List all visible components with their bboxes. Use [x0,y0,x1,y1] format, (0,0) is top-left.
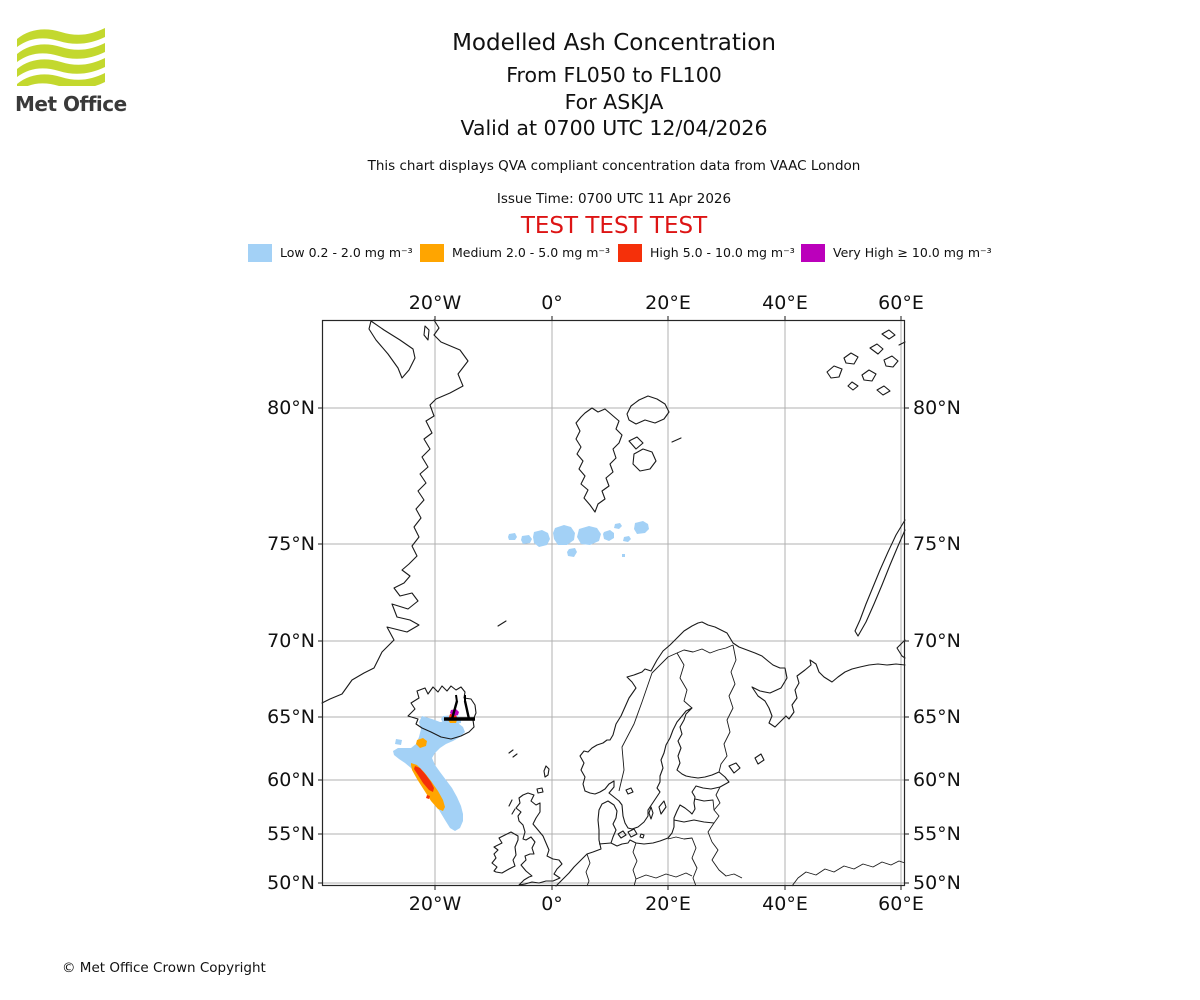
legend-label-low: Low 0.2 - 2.0 mg m⁻³ [280,245,413,260]
legend-item-low [248,243,413,262]
legend-swatch-medium [420,244,444,262]
lat-label-right: 70°N [913,630,961,652]
legend-label-very-high: Very High ≥ 10.0 mg m⁻³ [833,245,992,260]
lat-label-right: 50°N [913,872,961,894]
lat-label-left: 80°N [267,397,315,419]
lat-label-right: 65°N [913,706,961,728]
legend-swatch-high [618,244,642,262]
title-flight-levels: From FL050 to FL100 [506,63,722,87]
test-banner: TEST TEST TEST [520,213,708,239]
title-volcano: For ASKJA [564,90,664,114]
legend-item-very-high [801,243,992,262]
lat-label-right: 60°N [913,769,961,791]
lat-label-right: 80°N [913,397,961,419]
coastlines [322,320,905,886]
lon-label-bottom: 20°E [645,893,691,915]
lon-label-bottom: 60°E [878,893,924,915]
page-title: Modelled Ash Concentration [452,30,776,56]
lat-label-left: 65°N [267,706,315,728]
legend-swatch-low [248,244,272,262]
lat-label-right: 55°N [913,823,961,845]
map-canvas [322,320,905,886]
lon-label-top: 20°W [408,292,462,314]
legend-label-medium: Medium 2.0 - 5.0 mg m⁻³ [452,245,611,260]
country-borders [586,645,905,886]
ash-concentration-map [322,320,905,886]
lat-label-left: 75°N [267,533,315,555]
chart-description: This chart displays QVA compliant concentration data from VAAC London [367,158,861,174]
lon-label-bottom: 40°E [762,893,808,915]
lat-label-left: 60°N [267,769,315,791]
legend-label-high: High 5.0 - 10.0 mg m⁻³ [650,245,795,260]
lat-label-left: 55°N [267,823,315,845]
map-frame [323,321,905,886]
lat-label-left: 50°N [267,872,315,894]
legend-item-high [618,243,795,262]
lat-label-left: 70°N [267,630,315,652]
copyright-notice: © Met Office Crown Copyright [62,960,266,976]
lon-label-top: 60°E [878,292,924,314]
legend-item-medium [420,243,610,262]
axis-ticks [318,316,909,890]
lon-label-bottom: 0° [541,893,563,915]
legend-swatch-very-high [801,244,825,262]
grid-lines [322,320,905,886]
title-valid-time: Valid at 0700 UTC 12/04/2026 [460,116,768,140]
lon-label-top: 0° [541,292,563,314]
lon-label-top: 40°E [762,292,808,314]
lat-label-right: 75°N [913,533,961,555]
issue-time: Issue Time: 0700 UTC 11 Apr 2026 [496,191,732,207]
lon-label-top: 20°E [645,292,691,314]
met-office-logo-text: Met Office [15,92,127,116]
lon-label-bottom: 20°W [408,893,462,915]
